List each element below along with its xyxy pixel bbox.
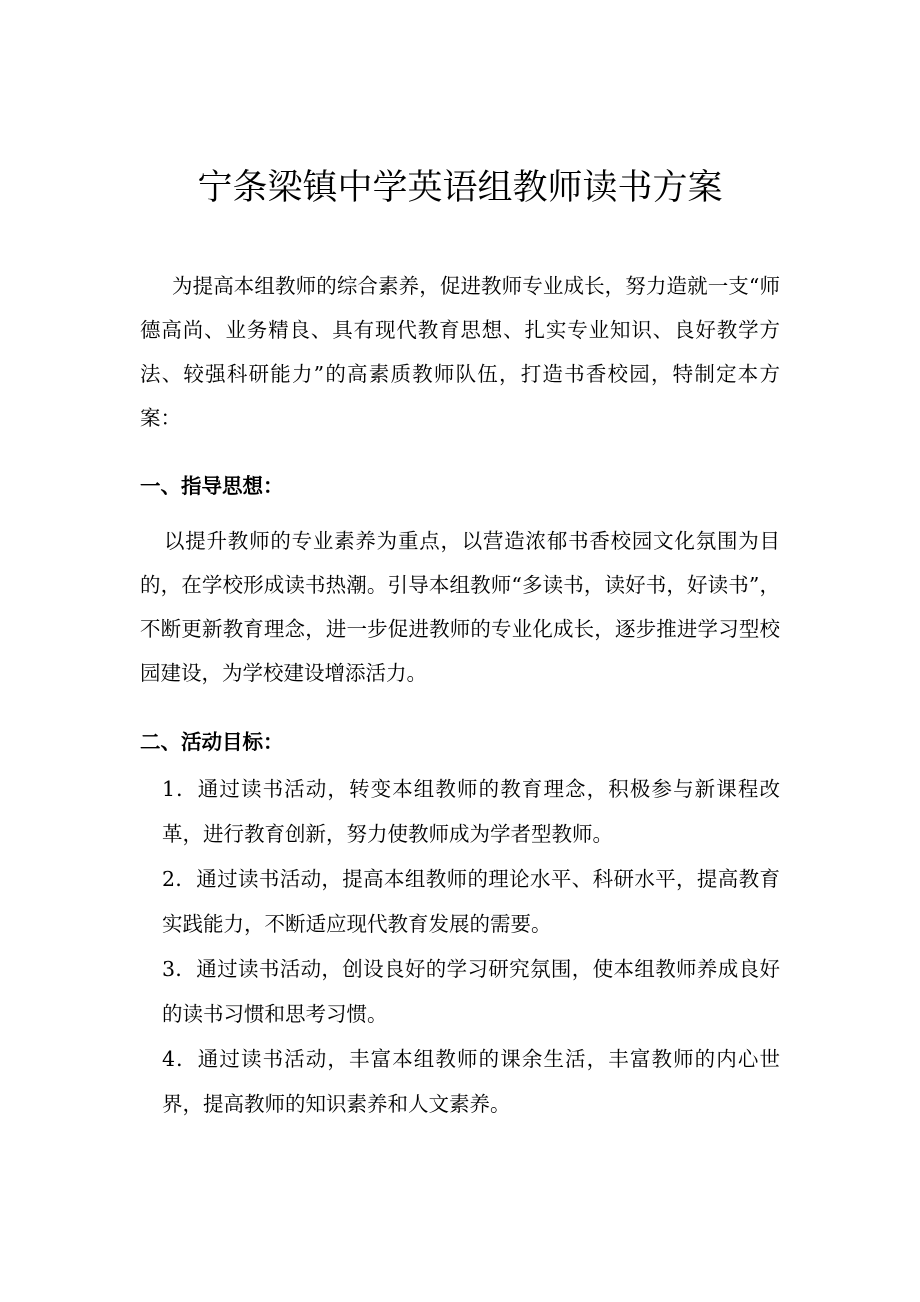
goal-item: 3．通过读书活动，创设良好的学习研究氛围，使本组教师养成良好的读书习惯和思考习惯。	[162, 957, 780, 1026]
goal-item: 4．通过读书活动，丰富本组教师的课余生活，丰富教师的内心世界，提高教师的知识素养和人文素养。	[162, 1047, 780, 1116]
document-title: 宁条梁镇中学英语组教师读书方案	[197, 168, 723, 208]
intro-paragraph: 为提高本组教师的综合素养，促进教师专业成长，努力造就一支“师德高尚、业务精良、具有现代教育思想、扎实专业知识、良好教学方法、较强科研能力”的高素质教师队伍，打造书香校园，特制定本方案：	[140, 274, 780, 430]
guiding-thought-paragraph: 以提升教师的专业素养为重点，以营造浓郁书香校园文化氛围为目的，在学校形成读书热潮。引导本组教师“多读书，读好书，好读书”，不断更新教育理念，进一步促进教师的专业化成长，逐步推进学习型校园建设，为学校建设增添活力。	[140, 529, 780, 685]
goal-item: 2．通过读书活动，提高本组教师的理论水平、科研水平，提高教育实践能力，不断适应现代教育发展的需要。	[162, 867, 780, 936]
goal-item: 1．通过读书活动，转变本组教师的教育理念，积极参与新课程改革，进行教育创新，努力使教师成为学者型教师。	[162, 777, 780, 846]
section-heading-guiding-thought: 一、指导思想：	[140, 474, 284, 498]
activity-goals-list	[162, 767, 780, 1127]
section-heading-activity-goals: 二、活动目标：	[140, 730, 284, 754]
